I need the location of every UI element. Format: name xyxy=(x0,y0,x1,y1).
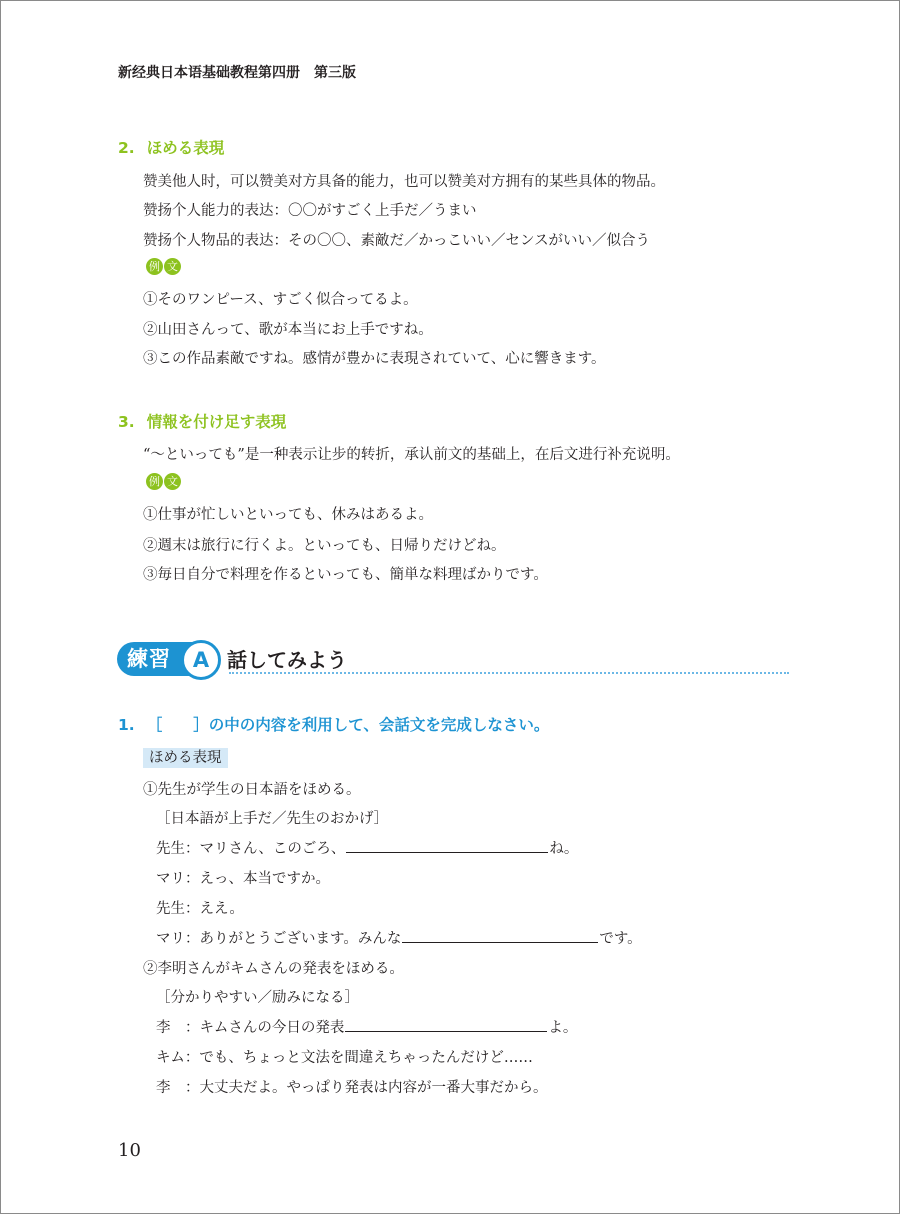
practice-banner xyxy=(117,642,797,676)
section-2-heading xyxy=(118,136,224,158)
dotted-divider xyxy=(229,672,789,674)
item-2-prompt: ②李明さんがキムさんの発表をほめる。 xyxy=(143,961,404,977)
item-2-hint: ［分かりやすい／励みになる］ xyxy=(156,990,359,1006)
item-1-d4-end: です。 xyxy=(599,931,642,947)
item-1-dialogue-3: 先生：ええ。 xyxy=(156,901,244,917)
practice-title: 話してみよう xyxy=(227,648,347,672)
topic-tag-label: ほめる表現 xyxy=(143,748,228,768)
example-marker-char-1: 例 xyxy=(146,258,163,275)
example-marker-char-2: 文 xyxy=(164,258,181,275)
example-marker-char-2: 文 xyxy=(164,473,181,490)
item-1-d4-text: マリ：ありがとうございます。みんな xyxy=(156,931,402,947)
answer-blank[interactable] xyxy=(402,928,598,943)
item-2-d1-end: よ。 xyxy=(548,1020,578,1036)
example-marker-char-1: 例 xyxy=(146,473,163,490)
answer-blank[interactable] xyxy=(346,838,548,853)
item-1-dialogue-2: マリ：えっ、本当ですか。 xyxy=(156,871,330,887)
item-2-dialogue-2: キム：でも、ちょっと文法を間違えちゃったんだけど…… xyxy=(156,1050,533,1066)
item-1-d1-text: マリさん、このごろ、 xyxy=(199,841,346,857)
item-1-d1-speaker: 先生： xyxy=(156,841,200,857)
answer-blank[interactable] xyxy=(345,1017,547,1032)
item-1-d1-end: ね。 xyxy=(549,841,579,857)
item-1-dialogue-1 xyxy=(156,837,578,858)
section-2-example-1: ①そのワンピース、すごく似合ってるよ。 xyxy=(143,292,418,308)
section-3-number: 3. xyxy=(118,413,135,431)
item-2-dialogue-3: 李 ：大丈夫だよ。やっぱり発表は内容が一番大事だから。 xyxy=(156,1080,548,1096)
section-3-title: 情報を付け足す表現 xyxy=(146,413,287,431)
section-2-line-2: 赞扬个人能力的表达：〇〇がすごく上手だ／うまい xyxy=(143,203,477,219)
section-2-example-3: ③この作品素敵ですね。感情が豊かに表現されていて、心に響きます。 xyxy=(143,351,606,367)
item-1-dialogue-4 xyxy=(156,927,642,948)
section-2-line-1: 赞美他人时，可以赞美对方具备的能力，也可以赞美对方拥有的某些具体的物品。 xyxy=(143,174,665,190)
example-marker-icon xyxy=(146,258,182,275)
item-1-hint: ［日本語が上手だ／先生のおかげ］ xyxy=(156,811,389,827)
page-number: 10 xyxy=(118,1140,141,1161)
section-2-line-3: 赞扬个人物品的表达：その〇〇、素敵だ／かっこいい／センスがいい／似合う xyxy=(143,233,651,249)
section-3-example-1: ①仕事が忙しいといっても、休みはあるよ。 xyxy=(143,507,433,523)
section-3-heading xyxy=(118,410,286,432)
question-1-title: ［ ］の中の内容を利用して、会話文を完成しなさい。 xyxy=(146,716,550,734)
question-1-heading xyxy=(118,713,549,735)
section-2-number: 2. xyxy=(118,139,135,157)
example-marker-icon xyxy=(146,473,182,490)
item-2-dialogue-1 xyxy=(156,1016,577,1037)
item-2-d1-text: 李 ：キムさんの今日の発表 xyxy=(156,1020,345,1036)
topic-tag xyxy=(143,746,228,767)
section-3-line-1: “～といっても”是一种表示让步的转折，承认前文的基础上，在后文进行补充说明。 xyxy=(143,447,680,463)
section-3-example-2: ②週末は旅行に行くよ。といっても、日帰りだけどね。 xyxy=(143,538,506,554)
section-2-example-2: ②山田さんって、歌が本当にお上手ですね。 xyxy=(143,322,433,338)
question-1-number: 1. xyxy=(118,716,135,734)
section-2-title: ほめる表現 xyxy=(146,139,225,157)
item-1-prompt: ①先生が学生の日本語をほめる。 xyxy=(143,782,361,798)
practice-label: 練習 xyxy=(117,642,209,676)
section-3-example-3: ③毎日自分で料理を作るといっても、簡単な料理ばかりです。 xyxy=(143,567,548,583)
book-header: 新经典日本语基础教程第四册 第三版 xyxy=(118,65,356,81)
practice-letter-badge: A xyxy=(181,640,221,680)
